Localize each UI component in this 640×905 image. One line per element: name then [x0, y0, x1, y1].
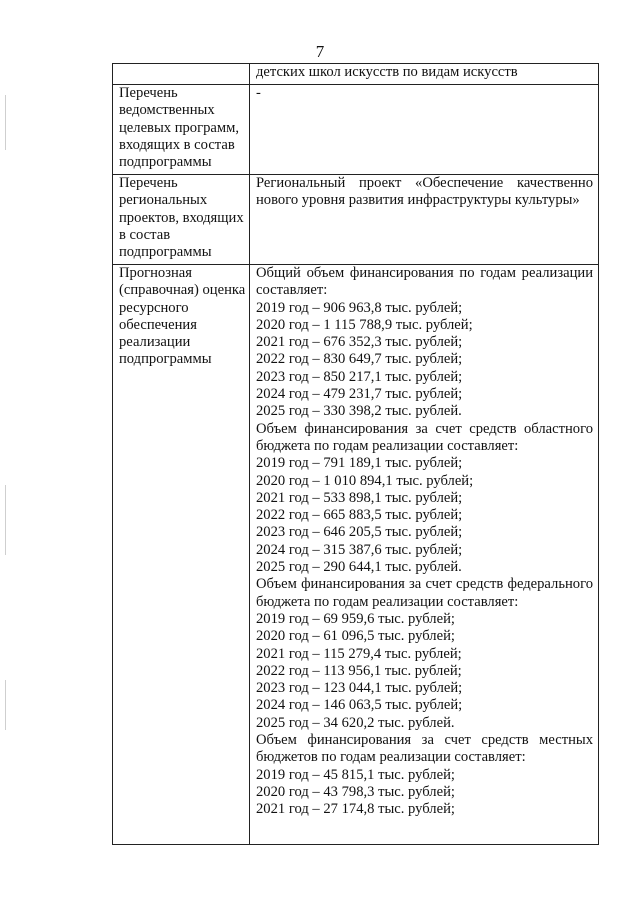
value-regional-projects: Региональный проект «Обеспечение качественно нового уровня развития инфраструктуры культуры»	[250, 175, 599, 265]
regional-year-line: 2024 год – 315 387,6 тыс. рублей;	[256, 541, 463, 558]
federal-budget-intro: Объем финансирования за счет средств федерального бюджета по годам реализации составляет:	[256, 576, 593, 610]
regional-year-line: 2019 год – 791 189,1 тыс. рублей;	[256, 455, 463, 472]
label-financing: Прогнозная (справочная) оценка ресурсного обеспечения реализации подпрограммы	[113, 265, 250, 845]
federal-year-line: 2021 год – 115 279,4 тыс. рублей;	[256, 645, 462, 662]
total-year-line: 2022 год – 830 649,7 тыс. рублей;	[256, 351, 463, 368]
total-year-line: 2019 год – 906 963,8 тыс. рублей;	[256, 299, 463, 316]
regional-year-line: 2023 год – 646 205,5 тыс. рублей;	[256, 524, 463, 541]
federal-year-line: 2023 год – 123 044,1 тыс. рублей;	[256, 680, 463, 697]
total-year-line: 2024 год – 479 231,7 тыс. рублей;	[256, 386, 463, 403]
label-regional-projects: Перечень региональных проектов, входящих в состав подпрограммы	[113, 175, 250, 265]
cell-continuation-text: детских школ искусств по видам искусств	[250, 64, 599, 85]
federal-year-line: 2025 год – 34 620,2 тыс. рублей.	[256, 714, 455, 731]
scan-artifact-left-2	[5, 485, 6, 555]
total-year-line: 2025 год – 330 398,2 тыс. рублей.	[256, 403, 462, 420]
total-year-line: 2023 год – 850 217,1 тыс. рублей;	[256, 368, 463, 385]
local-budget-list	[256, 767, 593, 819]
table-row-continuation	[113, 64, 599, 85]
total-financing-intro: Общий объем финансирования по годам реализации составляет:	[256, 265, 593, 299]
page-number: 7	[315, 42, 325, 61]
regional-year-line: 2025 год – 290 644,1 тыс. рублей.	[256, 559, 462, 576]
passport-table	[112, 63, 599, 845]
local-year-line: 2021 год – 27 174,8 тыс. рублей;	[256, 801, 455, 818]
local-year-line: 2020 год – 43 798,3 тыс. рублей;	[256, 783, 455, 800]
value-departmental-programs: -	[250, 85, 599, 175]
table-row-financing	[113, 265, 599, 845]
federal-budget-list	[256, 611, 593, 732]
table-row-regional-projects	[113, 175, 599, 265]
local-year-line: 2019 год – 45 815,1 тыс. рублей;	[256, 766, 455, 783]
regional-budget-list	[256, 455, 593, 576]
scan-artifact-left-3	[5, 680, 6, 730]
regional-budget-intro: Объем финансирования за счет средств областного бюджета по годам реализации составляет:	[256, 420, 593, 454]
value-financing	[250, 265, 599, 845]
total-year-line: 2021 год – 676 352,3 тыс. рублей;	[256, 334, 463, 351]
federal-year-line: 2020 год – 61 096,5 тыс. рублей;	[256, 628, 455, 645]
scan-artifact-left-1	[5, 95, 6, 150]
total-year-line: 2020 год – 1 115 788,9 тыс. рублей;	[256, 316, 473, 333]
total-financing-list	[256, 300, 593, 421]
table-row-departmental-programs	[113, 85, 599, 175]
label-departmental-programs: Перечень ведомственных целевых программ, входящих в состав подпрограммы	[113, 85, 250, 175]
regional-year-line: 2022 год – 665 883,5 тыс. рублей;	[256, 507, 463, 524]
federal-year-line: 2022 год – 113 956,1 тыс. рублей;	[256, 662, 462, 679]
federal-year-line: 2019 год – 69 959,6 тыс. рублей;	[256, 610, 455, 627]
local-budget-intro: Объем финансирования за счет средств местных бюджетов по годам реализации составляет:	[256, 732, 593, 766]
federal-year-line: 2024 год – 146 063,5 тыс. рублей;	[256, 697, 463, 714]
cell-empty	[113, 64, 250, 85]
regional-year-line: 2021 год – 533 898,1 тыс. рублей;	[256, 489, 463, 506]
regional-year-line: 2020 год – 1 010 894,1 тыс. рублей;	[256, 472, 474, 489]
